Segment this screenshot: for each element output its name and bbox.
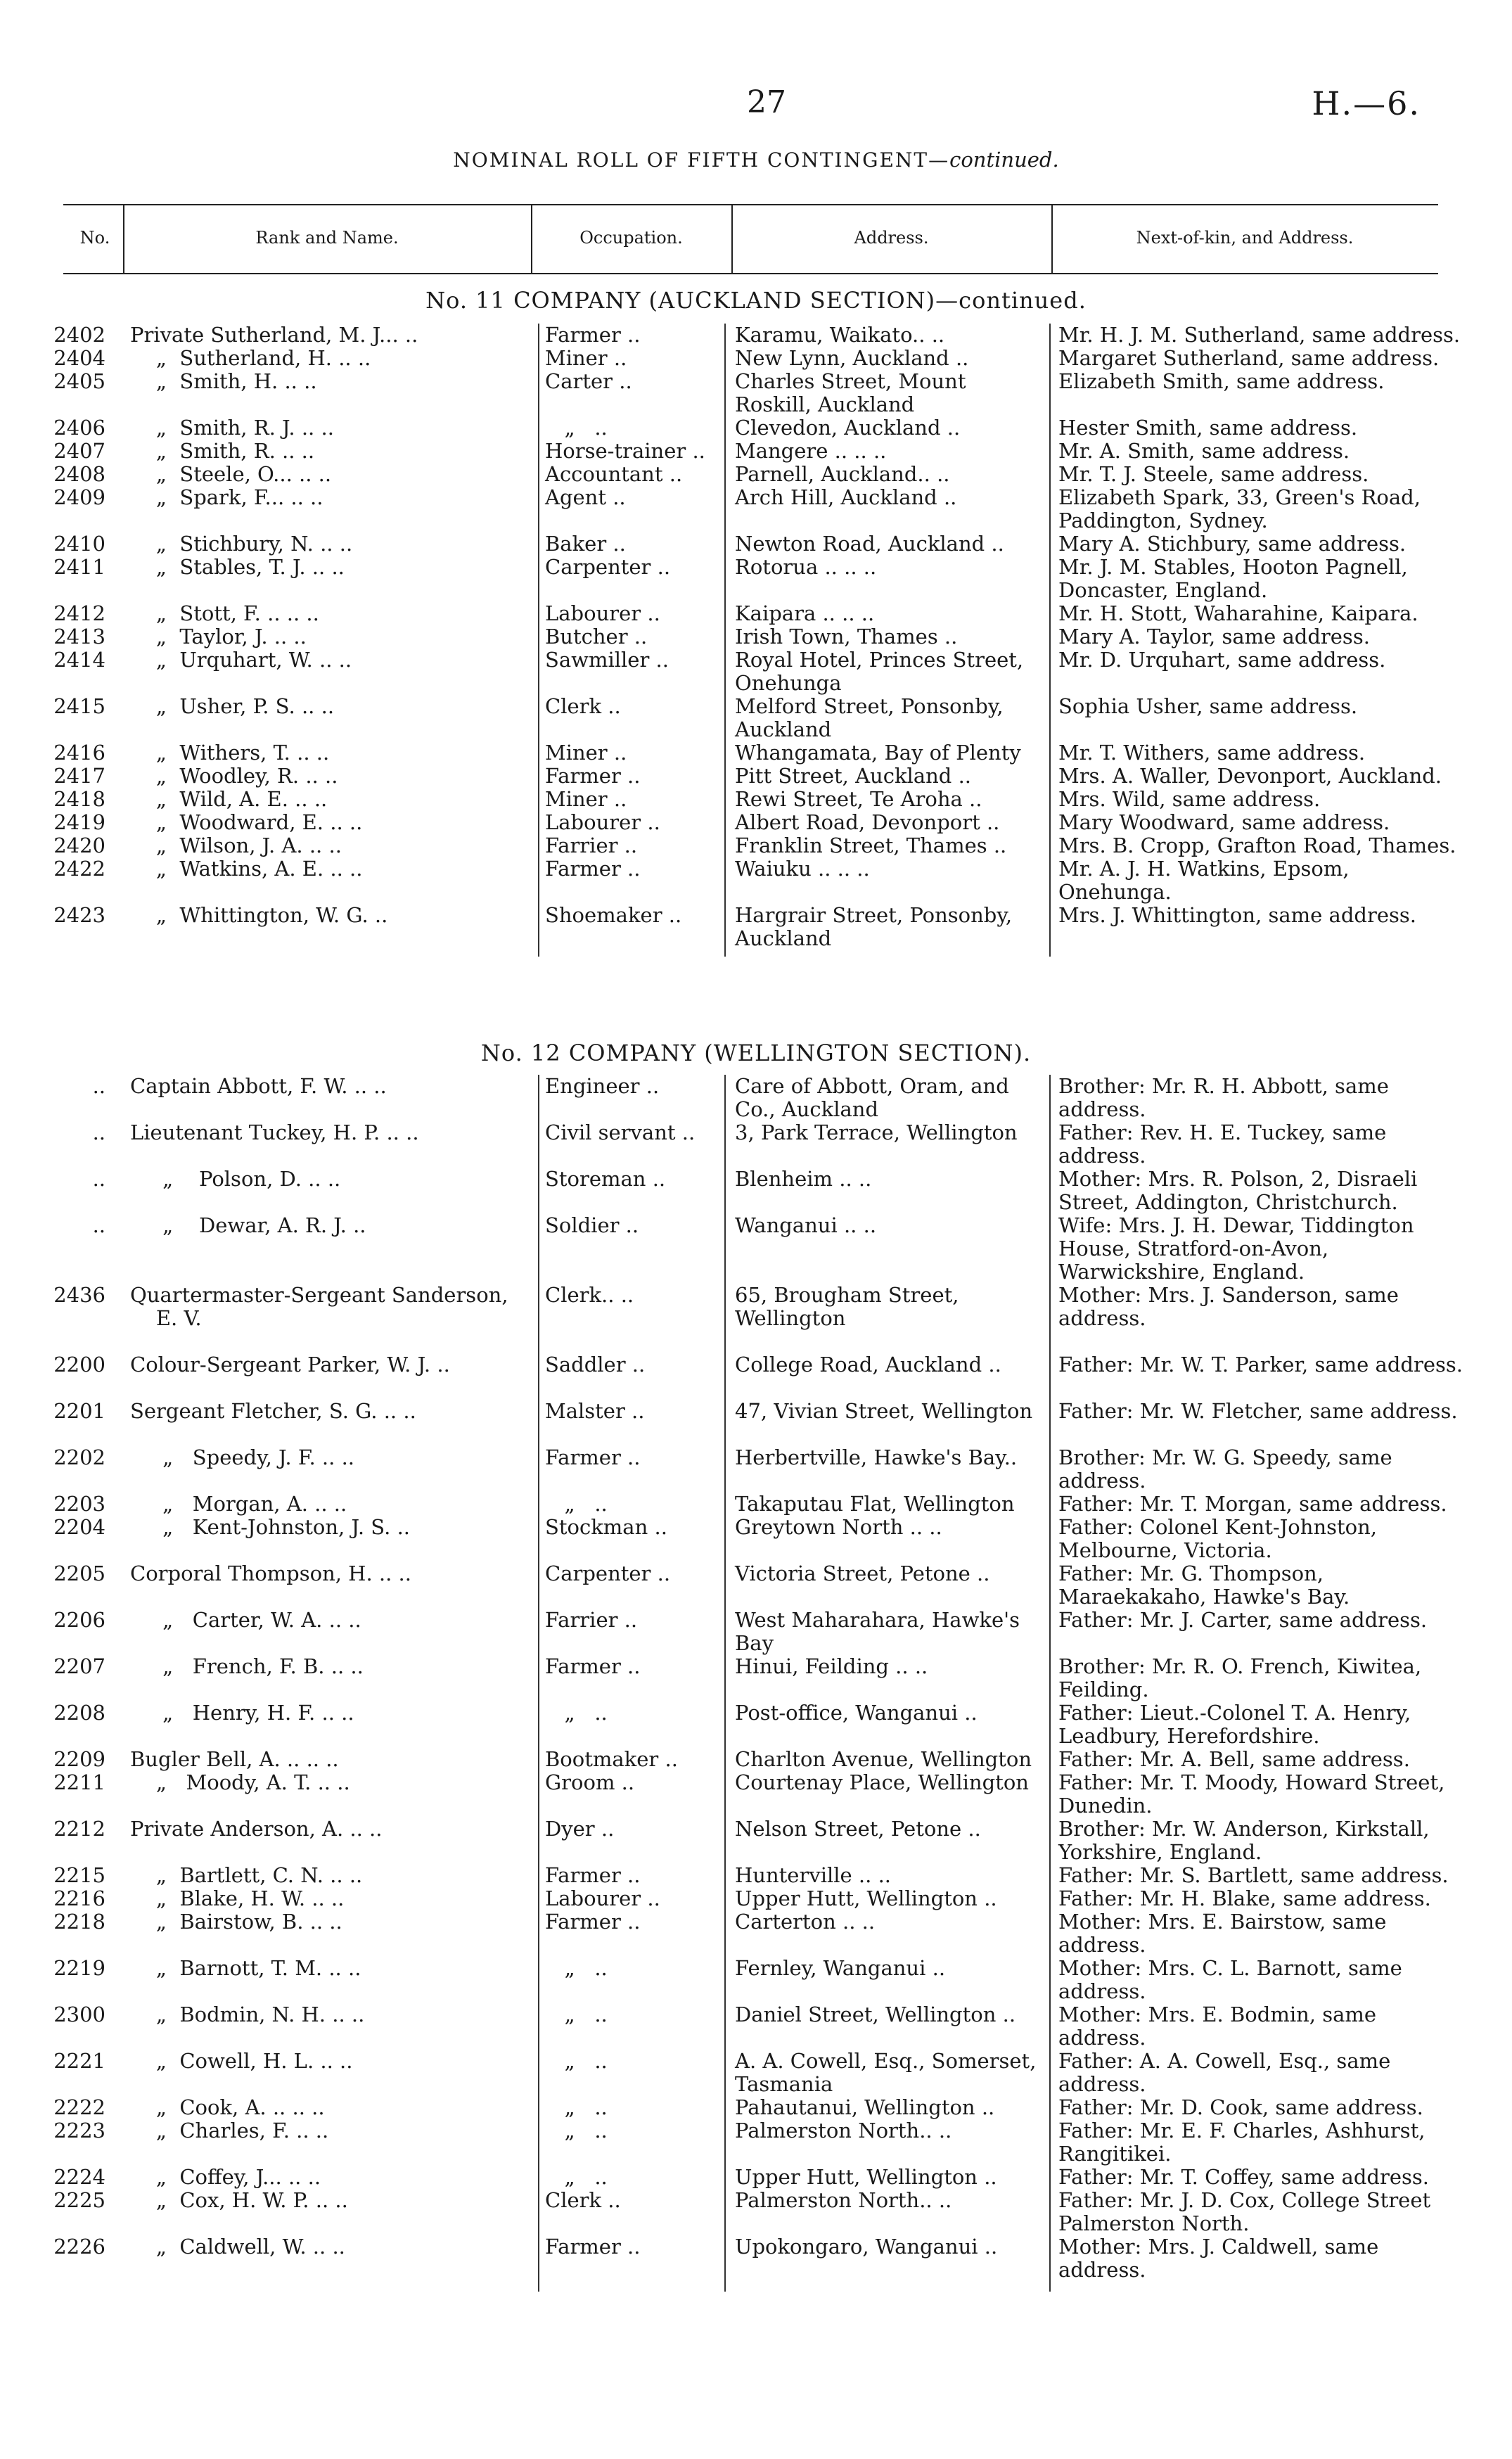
header-address: Address. — [854, 228, 929, 248]
cell-kin: Mother: Mrs. C. L. Barnott, same address. — [1058, 1956, 1402, 2003]
cell-rank: „ Cowell, H. L. .. .. — [130, 2049, 353, 2073]
cell-rank: Private Anderson, A. .. .. — [130, 1817, 383, 1841]
cell-kin: Mr. H. Stott, Waharahine, Kaipara. — [1058, 601, 1418, 625]
cell-rank: „ Blake, H. W. .. .. — [130, 1886, 345, 1910]
cell-addr: West Maharahara, Hawke's Bay — [735, 1608, 1020, 1655]
cell-addr: Victoria Street, Petone .. — [735, 1561, 990, 1585]
cell-kin: Mr. T. J. Steele, same address. — [1058, 462, 1369, 486]
cell-addr: Rewi Street, Te Aroha .. — [735, 787, 982, 811]
cell-occ: Engineer .. — [545, 1074, 660, 1098]
cell-rank: „ Urquhart, W. .. .. — [130, 648, 352, 672]
cell-kin: Father: Rev. H. E. Tuckey, same address. — [1058, 1120, 1387, 1168]
cell-addr: Upokongaro, Wanganui .. — [735, 2235, 998, 2259]
cell-kin: Father: Mr. W. T. Parker, same address. — [1058, 1353, 1463, 1377]
cell-rank: Lieutenant Tuckey, H. P. .. .. — [130, 1120, 419, 1144]
cell-no: 2407 — [53, 439, 105, 463]
cell-rank: „ Coffey, J... .. .. — [130, 2165, 321, 2189]
cell-occ: Bootmaker .. — [545, 1747, 678, 1771]
cell-occ: „ .. — [545, 416, 608, 440]
cell-addr: Parnell, Auckland.. .. — [735, 462, 950, 486]
cell-kin: Mrs. Wild, same address. — [1058, 787, 1321, 811]
cell-occ: Clerk .. — [545, 2188, 621, 2212]
cell-kin: Brother: Mr. R. H. Abbott, same address. — [1058, 1074, 1389, 1121]
cell-no: 2224 — [53, 2165, 105, 2189]
cell-addr: Franklin Street, Thames .. — [735, 833, 1007, 857]
cell-rank: „ Moody, A. T. .. .. — [130, 1770, 350, 1794]
cell-kin: Mother: Mrs. J. Caldwell, same address. — [1058, 2235, 1379, 2282]
cell-no: 2223 — [53, 2119, 105, 2142]
cell-no: 2218 — [53, 1910, 105, 1934]
cell-kin: Father: Mr. J. D. Cox, College Street Palmerston North. — [1058, 2188, 1431, 2235]
cell-no: 2205 — [53, 1561, 105, 1585]
cell-no: 2225 — [53, 2188, 105, 2212]
cell-addr: Wanganui .. .. — [735, 1213, 877, 1237]
cell-occ: Miner .. — [545, 787, 627, 811]
cell-no: 2208 — [53, 1701, 105, 1725]
cell-rank: „ Usher, P. S. .. .. — [130, 694, 335, 718]
cell-no: 2423 — [53, 903, 105, 927]
cell-no: 2406 — [53, 416, 105, 440]
cell-no: 2207 — [53, 1654, 105, 1678]
cell-rank: „ Steele, O... .. .. — [130, 462, 332, 486]
cell-occ: Storeman .. — [545, 1167, 666, 1191]
cell-no: 2413 — [53, 625, 105, 649]
cell-rank: „ Caldwell, W. .. .. — [130, 2235, 345, 2259]
cell-occ: „ .. — [545, 2119, 608, 2142]
cell-no: 2416 — [53, 741, 105, 765]
cell-kin: Elizabeth Spark, 33, Green's Road, Paddington, Sydney. — [1058, 485, 1421, 532]
cell-no: 2215 — [53, 1863, 105, 1887]
cell-no: 2203 — [53, 1492, 105, 1516]
cell-rank: „ Stables, T. J. .. .. — [130, 555, 345, 579]
cell-rank: „ Kent-Johnston, J. S. .. — [130, 1515, 411, 1539]
cell-no: 2209 — [53, 1747, 105, 1771]
cell-addr: Hunterville .. .. — [735, 1863, 892, 1887]
cell-occ: „ .. — [545, 2049, 608, 2073]
cell-addr: Mangere .. .. .. — [735, 439, 887, 463]
cell-no: 2410 — [53, 532, 105, 556]
cell-no: 2436 — [53, 1283, 105, 1307]
cell-rank: Quartermaster-Sergeant Sanderson, E. V. — [130, 1283, 508, 1330]
cell-occ: Shoemaker .. — [545, 903, 682, 927]
cell-kin: Wife: Mrs. J. H. Dewar, Tiddington House, Stratford-on-Avon, Warwickshire, England. — [1058, 1213, 1414, 1284]
cell-addr: Greytown North .. .. — [735, 1515, 942, 1539]
cell-rank: „ Barnott, T. M. .. .. — [130, 1956, 361, 1980]
page-title — [0, 148, 1512, 172]
cell-addr: Whangamata, Bay of Plenty — [735, 741, 1021, 765]
cell-kin: Mary Woodward, same address. — [1058, 810, 1390, 834]
cell-kin: Margaret Sutherland, same address. — [1058, 346, 1440, 370]
cell-kin: Mary A. Taylor, same address. — [1058, 625, 1370, 649]
cell-occ: Carpenter .. — [545, 555, 671, 579]
cell-kin: Mother: Mrs. J. Sanderson, same address. — [1058, 1283, 1399, 1330]
cell-rank: „ Watkins, A. E. .. .. — [130, 857, 363, 881]
cell-occ: Labourer .. — [545, 810, 660, 834]
divider-address-kin — [1049, 324, 1051, 957]
cell-kin: Mother: Mrs. E. Bairstow, same address. — [1058, 1910, 1387, 1957]
header-next-of-kin: Next-of-kin, and Address. — [1136, 228, 1354, 248]
cell-addr: Takaputau Flat, Wellington — [735, 1492, 1015, 1516]
cell-occ: Dyer .. — [545, 1817, 615, 1841]
cell-addr: New Lynn, Auckland .. — [735, 346, 969, 370]
cell-no: 2404 — [53, 346, 105, 370]
cell-occ: Farrier .. — [545, 1608, 638, 1632]
cell-no: 2419 — [53, 810, 105, 834]
cell-rank: „ Bairstow, B. .. .. — [130, 1910, 342, 1934]
cell-kin: Father: Mr. H. Blake, same address. — [1058, 1886, 1431, 1910]
cell-rank: „ Cook, A. .. .. .. — [130, 2095, 325, 2119]
header-no: No. — [79, 228, 110, 248]
divider-occupation-address — [724, 1075, 726, 2292]
cell-addr: Fernley, Wanganui .. — [735, 1956, 946, 1980]
cell-addr: Charles Street, Mount Roskill, Auckland — [735, 369, 966, 416]
cell-addr: Care of Abbott, Oram, and Co., Auckland — [735, 1074, 1009, 1121]
cell-kin: Mary A. Stichbury, same address. — [1058, 532, 1407, 556]
cell-addr: Royal Hotel, Princes Street, Onehunga — [735, 648, 1024, 695]
cell-occ: Clerk .. — [545, 694, 621, 718]
divider-address-kin — [1049, 1075, 1051, 2292]
cell-kin: Father: A. A. Cowell, Esq., same address. — [1058, 2049, 1391, 2096]
cell-rank: „ Dewar, A. R. J. .. — [130, 1213, 366, 1237]
cell-occ: Farmer .. — [545, 1654, 641, 1678]
cell-occ: Farmer .. — [545, 1445, 641, 1469]
cell-addr: Melford Street, Ponsonby, Auckland — [735, 694, 1004, 741]
cell-no: .. — [92, 1167, 105, 1191]
cell-rank: „ Withers, T. .. .. — [130, 741, 330, 765]
cell-occ: „ .. — [545, 2165, 608, 2189]
cell-occ: „ .. — [545, 2095, 608, 2119]
cell-rank: Bugler Bell, A. .. .. .. — [130, 1747, 339, 1771]
cell-addr: Upper Hutt, Wellington .. — [735, 2165, 997, 2189]
cell-occ: Miner .. — [545, 346, 627, 370]
cell-rank: „ Spark, F... .. .. — [130, 485, 323, 509]
cell-occ: Malster .. — [545, 1399, 645, 1423]
cell-no: 2204 — [53, 1515, 105, 1539]
cell-rank: „ Stichbury, N. .. .. — [130, 532, 353, 556]
page-title-main: NOMINAL ROLL OF FIFTH CONTINGENT— — [453, 148, 950, 172]
cell-addr: Kaipara .. .. .. — [735, 601, 875, 625]
cell-kin: Father: Mr. T. Moody, Howard Street, Dunedin. — [1058, 1770, 1445, 1818]
cell-occ: Groom .. — [545, 1770, 635, 1794]
cell-kin: Father: Colonel Kent-Johnston, Melbourne, Victoria. — [1058, 1515, 1378, 1562]
cell-no: 2415 — [53, 694, 105, 718]
cell-kin: Father: Mr. T. Morgan, same address. — [1058, 1492, 1447, 1516]
cell-occ: Stockman .. — [545, 1515, 667, 1539]
cell-addr: Pitt Street, Auckland .. — [735, 764, 972, 788]
divider-rank-occupation — [538, 1075, 539, 2292]
cell-addr: Post-office, Wanganui .. — [735, 1701, 978, 1725]
cell-occ: Accountant .. — [545, 462, 683, 486]
cell-rank: „ Smith, H. .. .. — [130, 369, 317, 393]
cell-addr: Palmerston North.. .. — [735, 2119, 952, 2142]
cell-no: 2405 — [53, 369, 105, 393]
cell-rank: „ Morgan, A. .. .. — [130, 1492, 347, 1516]
cell-no: 2201 — [53, 1399, 105, 1423]
cell-rank: „ Charles, F. .. .. — [130, 2119, 329, 2142]
cell-rank: „ Woodward, E. .. .. — [130, 810, 363, 834]
cell-occ: Carpenter .. — [545, 1561, 671, 1585]
cell-addr: Albert Road, Devonport .. — [735, 810, 1000, 834]
cell-rank: „ Sutherland, H. .. .. — [130, 346, 371, 370]
cell-occ: Horse-trainer .. — [545, 439, 705, 463]
cell-no: 2402 — [53, 323, 105, 347]
cell-occ: Miner .. — [545, 741, 627, 765]
cell-kin: Mr. T. Withers, same address. — [1058, 741, 1366, 765]
cell-kin: Mr. J. M. Stables, Hooton Pagnell, Doncaster, England. — [1058, 555, 1408, 602]
cell-no: 2408 — [53, 462, 105, 486]
cell-addr: Nelson Street, Petone .. — [735, 1817, 981, 1841]
cell-kin: Mrs. J. Whittington, same address. — [1058, 903, 1416, 927]
cell-rank: „ French, F. B. .. .. — [130, 1654, 364, 1678]
cell-kin: Father: Mr. G. Thompson, Maraekakaho, Hawke's Bay. — [1058, 1561, 1350, 1609]
cell-rank: Private Sutherland, M. J... .. — [130, 323, 418, 347]
cell-addr: College Road, Auckland .. — [735, 1353, 1001, 1377]
cell-occ: Carter .. — [545, 369, 632, 393]
cell-no: 2222 — [53, 2095, 105, 2119]
cell-no: 2206 — [53, 1608, 105, 1632]
cell-kin: Mr. D. Urquhart, same address. — [1058, 648, 1386, 672]
cell-no: .. — [92, 1074, 105, 1098]
cell-no: .. — [92, 1120, 105, 1144]
cell-rank: Captain Abbott, F. W. .. .. — [130, 1074, 387, 1098]
cell-kin: Mrs. B. Cropp, Grafton Road, Thames. — [1058, 833, 1456, 857]
cell-addr: Hargrair Street, Ponsonby, Auckland — [735, 903, 1013, 950]
cell-no: 2414 — [53, 648, 105, 672]
cell-addr: Palmerston North.. .. — [735, 2188, 952, 2212]
cell-addr: Arch Hill, Auckland .. — [735, 485, 957, 509]
cell-kin: Brother: Mr. W. G. Speedy, same address. — [1058, 1445, 1392, 1493]
cell-kin: Father: Lieut.-Colonel T. A. Henry, Leadbury, Herefordshire. — [1058, 1701, 1411, 1748]
cell-occ: Sawmiller .. — [545, 648, 669, 672]
cell-rank: Corporal Thompson, H. .. .. — [130, 1561, 411, 1585]
cell-addr: Upper Hutt, Wellington .. — [735, 1886, 997, 1910]
cell-occ: Farmer .. — [545, 857, 641, 881]
cell-occ: Clerk.. .. — [545, 1283, 634, 1307]
cell-no: 2420 — [53, 833, 105, 857]
cell-rank: „ Bodmin, N. H. .. .. — [130, 2003, 365, 2026]
cell-kin: Brother: Mr. W. Anderson, Kirkstall, Yorkshire, England. — [1058, 1817, 1430, 1864]
cell-rank: Colour-Sergeant Parker, W. J. .. — [130, 1353, 450, 1377]
cell-rank: „ Smith, R. .. .. — [130, 439, 315, 463]
section-title-wellington: No. 12 COMPANY (WELLINGTON SECTION). — [480, 1040, 1032, 1066]
cell-addr: 3, Park Terrace, Wellington — [735, 1120, 1018, 1144]
cell-no: .. — [92, 1213, 105, 1237]
divider-rank-occupation — [538, 324, 539, 957]
cell-no: 2216 — [53, 1886, 105, 1910]
cell-addr: Courtenay Place, Wellington — [735, 1770, 1029, 1794]
document-code: H.—6. — [1312, 84, 1421, 122]
cell-rank: „ Smith, R. J. .. .. — [130, 416, 334, 440]
cell-no: 2418 — [53, 787, 105, 811]
cell-kin: Mrs. A. Waller, Devonport, Auckland. — [1058, 764, 1442, 788]
cell-no: 2212 — [53, 1817, 105, 1841]
cell-kin: Father: Mr. D. Cook, same address. — [1058, 2095, 1423, 2119]
cell-occ: Farrier .. — [545, 833, 638, 857]
cell-rank: „ Carter, W. A. .. .. — [130, 1608, 361, 1632]
cell-addr: Hinui, Feilding .. .. — [735, 1654, 928, 1678]
cell-no: 2200 — [53, 1353, 105, 1377]
cell-occ: Farmer .. — [545, 764, 641, 788]
cell-kin: Mr. A. J. H. Watkins, Epsom, Onehunga. — [1058, 857, 1350, 904]
cell-rank: „ Speedy, J. F. .. .. — [130, 1445, 354, 1469]
cell-addr: Daniel Street, Wellington .. — [735, 2003, 1016, 2026]
cell-rank: „ Whittington, W. G. .. — [130, 903, 388, 927]
cell-kin: Mr. A. Smith, same address. — [1058, 439, 1350, 463]
cell-addr: Charlton Avenue, Wellington — [735, 1747, 1032, 1771]
cell-occ: Farmer .. — [545, 2235, 641, 2259]
cell-no: 2221 — [53, 2049, 105, 2073]
divider-occupation-address — [724, 324, 726, 957]
cell-kin: Father: Mr. T. Coffey, same address. — [1058, 2165, 1429, 2189]
header-rank-name: Rank and Name. — [255, 228, 399, 248]
cell-occ: Farmer .. — [545, 1863, 641, 1887]
cell-rank: „ Taylor, J. .. .. — [130, 625, 307, 649]
cell-rank: Sergeant Fletcher, S. G. .. .. — [130, 1399, 416, 1423]
cell-rank: „ Bartlett, C. N. .. .. — [130, 1863, 363, 1887]
cell-occ: Labourer .. — [545, 1886, 660, 1910]
cell-addr: 65, Brougham Street, Wellington — [735, 1283, 959, 1330]
cell-addr: Waiuku .. .. .. — [735, 857, 870, 881]
cell-addr: Karamu, Waikato.. .. — [735, 323, 945, 347]
cell-rank: „ Polson, D. .. .. — [130, 1167, 341, 1191]
cell-occ: Civil servant .. — [545, 1120, 696, 1144]
cell-kin: Father: Mr. S. Bartlett, same address. — [1058, 1863, 1449, 1887]
cell-occ: Butcher .. — [545, 625, 648, 649]
cell-addr: Newton Road, Auckland .. — [735, 532, 1004, 556]
cell-no: 2219 — [53, 1956, 105, 1980]
cell-occ: „ .. — [545, 1701, 608, 1725]
cell-occ: „ .. — [545, 1956, 608, 1980]
cell-addr: A. A. Cowell, Esq., Somerset, Tasmania — [735, 2049, 1037, 2096]
page-title-suffix: continued. — [949, 148, 1059, 172]
cell-kin: Father: Mr. W. Fletcher, same address. — [1058, 1399, 1458, 1423]
cell-occ: Soldier .. — [545, 1213, 639, 1237]
cell-occ: „ .. — [545, 2003, 608, 2026]
cell-no: 2211 — [53, 1770, 105, 1794]
cell-addr: Herbertville, Hawke's Bay.. — [735, 1445, 1018, 1469]
cell-rank: „ Wild, A. E. .. .. — [130, 787, 328, 811]
cell-no: 2412 — [53, 601, 105, 625]
section-title-auckland: No. 11 COMPANY (AUCKLAND SECTION)—continued. — [425, 287, 1087, 314]
cell-addr: Pahautanui, Wellington .. — [735, 2095, 995, 2119]
cell-no: 2422 — [53, 857, 105, 881]
cell-rank: „ Henry, H. F. .. .. — [130, 1701, 354, 1725]
cell-kin: Brother: Mr. R. O. French, Kiwitea, Feilding. — [1058, 1654, 1422, 1701]
cell-kin: Sophia Usher, same address. — [1058, 694, 1358, 718]
page-number: 27 — [747, 84, 786, 120]
cell-addr: Rotorua .. .. .. — [735, 555, 877, 579]
cell-occ: „ .. — [545, 1492, 608, 1516]
cell-no: 2411 — [53, 555, 105, 579]
cell-no: 2226 — [53, 2235, 105, 2259]
cell-no: 2202 — [53, 1445, 105, 1469]
cell-kin: Mother: Mrs. E. Bodmin, same address. — [1058, 2003, 1377, 2050]
cell-rank: „ Wilson, J. A. .. .. — [130, 833, 342, 857]
cell-occ: Baker .. — [545, 532, 626, 556]
cell-occ: Saddler .. — [545, 1353, 646, 1377]
cell-kin: Mr. H. J. M. Sutherland, same address. — [1058, 323, 1461, 347]
cell-addr: Carterton .. .. — [735, 1910, 876, 1934]
cell-occ: Farmer .. — [545, 323, 641, 347]
cell-kin: Hester Smith, same address. — [1058, 416, 1358, 440]
cell-kin: Father: Mr. J. Carter, same address. — [1058, 1608, 1428, 1632]
cell-kin: Father: Mr. E. F. Charles, Ashhurst, Rangitikei. — [1058, 2119, 1425, 2166]
cell-no: 2417 — [53, 764, 105, 788]
cell-addr: 47, Vivian Street, Wellington — [735, 1399, 1033, 1423]
cell-occ: Agent .. — [545, 485, 626, 509]
cell-addr: Blenheim .. .. — [735, 1167, 872, 1191]
cell-occ: Farmer .. — [545, 1910, 641, 1934]
cell-no: 2300 — [53, 2003, 105, 2026]
cell-rank: „ Woodley, R. .. .. — [130, 764, 338, 788]
cell-no: 2409 — [53, 485, 105, 509]
cell-kin: Father: Mr. A. Bell, same address. — [1058, 1747, 1410, 1771]
cell-addr: Clevedon, Auckland .. — [735, 416, 961, 440]
cell-rank: „ Cox, H. W. P. .. .. — [130, 2188, 348, 2212]
table-header — [63, 204, 1438, 274]
header-occupation: Occupation. — [579, 228, 683, 248]
cell-addr: Irish Town, Thames .. — [735, 625, 958, 649]
cell-occ: Labourer .. — [545, 601, 660, 625]
cell-kin: Elizabeth Smith, same address. — [1058, 369, 1385, 393]
cell-kin: Mother: Mrs. R. Polson, 2, Disraeli Street, Addington, Christchurch. — [1058, 1167, 1418, 1214]
cell-rank: „ Stott, F. .. .. .. — [130, 601, 319, 625]
